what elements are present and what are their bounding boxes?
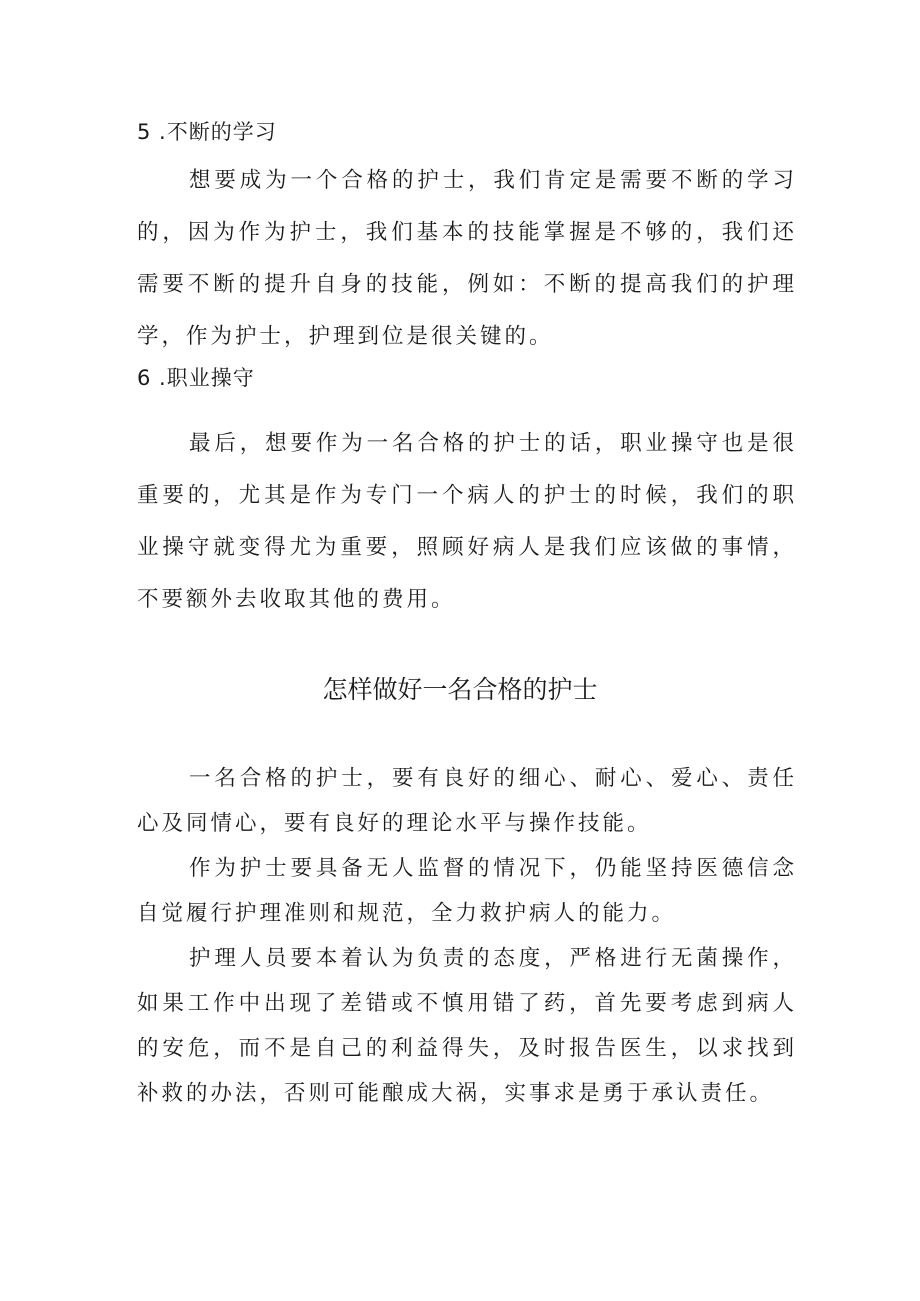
- article-paragraph-2: 作为护士要具备无人监督的情况下，仍能坚持医德信念自觉履行护理准则和规范，全力救护病人的能力。: [137, 856, 797, 926]
- article-paragraph-3: 护理人员要本着认为负责的态度，严格进行无菌操作，如果工作中出现了差错或不慎用错了药，首先要考虑到病人的安危，而不是自己的利益得失，及时报告医生，以求找到补救的办法，否则可能酿成大祸，实事求是勇于承认责任。: [137, 946, 797, 1106]
- section-6-paragraph: 最后，想要作为一名合格的护士的话，职业操守也是很重要的，尤其是作为专门一个病人的护士的时候，我们的职业操守就变得尤为重要，照顾好病人是我们应该做的事情，不要额外去收取其他的费用。: [137, 431, 797, 612]
- article-paragraph-1: 一名合格的护士，要有良好的细心、耐心、爱心、责任心及同情心，要有良好的理论水平与操作技能。: [137, 766, 797, 836]
- article-title: 怎样做好一名合格的护士: [322, 675, 598, 704]
- section-5-heading: 5 .不断的学习: [137, 120, 277, 144]
- section-5-paragraph: 想要成为一个合格的护士，我们肯定是需要不断的学习的，因为作为护士，我们基本的技能掌握是不够的，我们还需要不断的提升自身的技能，例如：不断的提高我们的护理学，作为护士，护理到位是很关键的。: [137, 168, 797, 349]
- section-6-heading: 6 .职业操守: [137, 366, 255, 390]
